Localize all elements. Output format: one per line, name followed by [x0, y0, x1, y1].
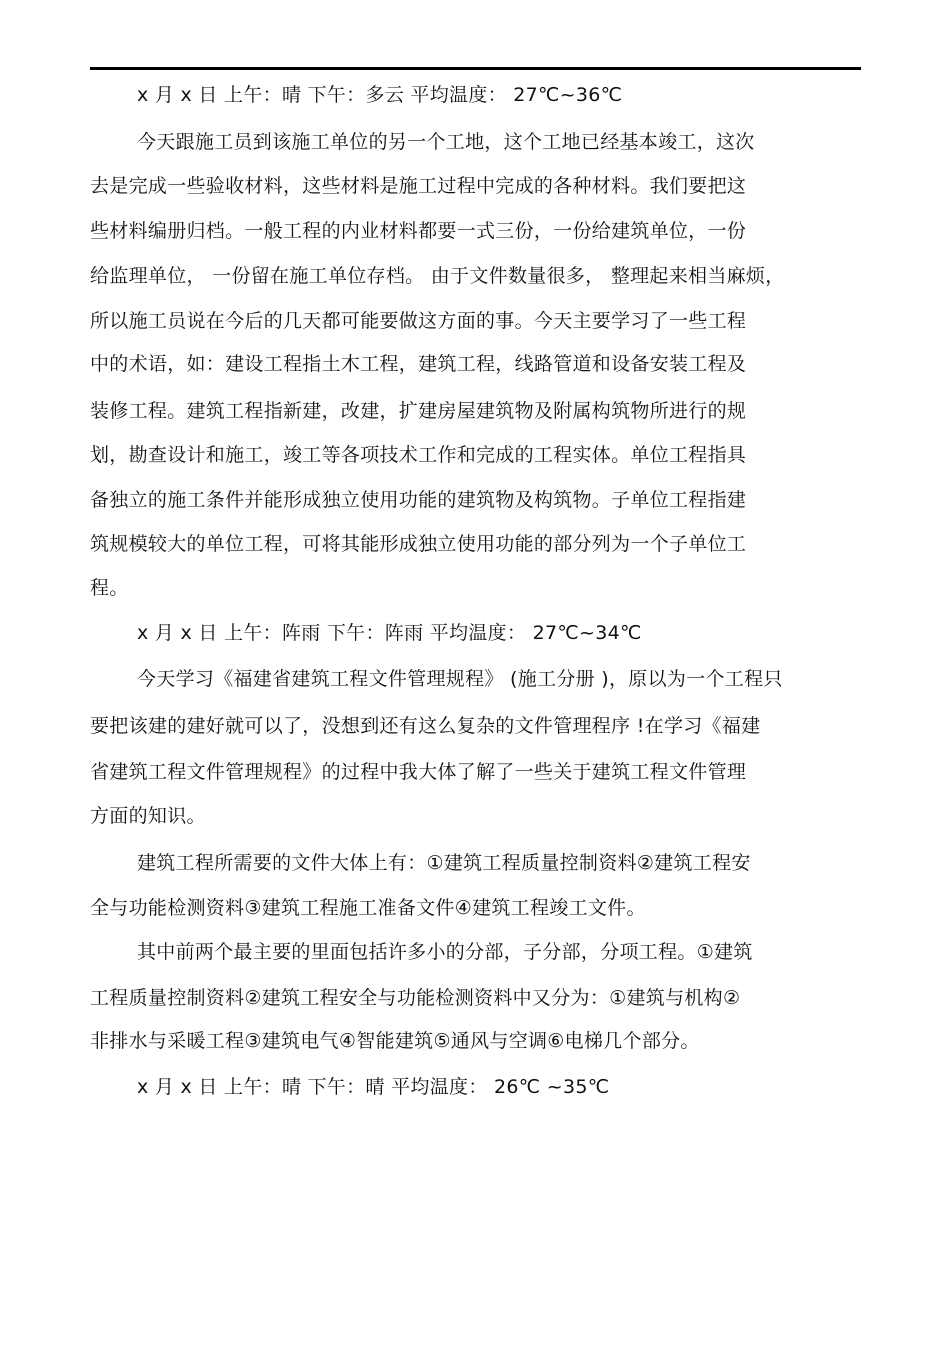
diary-date-line: x 月 x 日 上午：晴 下午：多云 平均温度： 27℃~36℃ — [137, 84, 623, 106]
paragraph-line: 些材料编册归档。一般工程的内业材料都要一式三份，一份给建筑单位，一份 — [90, 220, 747, 242]
paragraph-line: 其中前两个最主要的里面包括许多小的分部，子分部，分项工程。①建筑 — [137, 941, 753, 963]
paragraph-line: 非排水与采暖工程③建筑电气④智能建筑⑤通风与空调⑥电梯几个部分。 — [90, 1030, 700, 1052]
header-rule — [90, 67, 861, 70]
paragraph-line: 所以施工员说在今后的几天都可能要做这方面的事。今天主要学习了一些工程 — [90, 310, 747, 332]
paragraph-line: 装修工程。建筑工程指新建，改建，扩建房屋建筑物及附属构筑物所进行的规 — [90, 400, 747, 422]
paragraph-line: 方面的知识。 — [90, 805, 206, 827]
paragraph-line: 给监理单位， 一份留在施工单位存档。 由于文件数量很多， 整理起来相当麻烦， — [90, 265, 785, 287]
paragraph-line: 工程质量控制资料②建筑工程安全与功能检测资料中又分为：①建筑与机构② — [90, 987, 741, 1009]
diary-date-line: x 月 x 日 上午：阵雨 下午：阵雨 平均温度： 27℃~34℃ — [137, 622, 642, 644]
paragraph-line: 今天学习《福建省建筑工程文件管理规程》 (施工分册 )，原以为一个工程只 — [137, 668, 783, 690]
paragraph-line: 全与功能检测资料③建筑工程施工准备文件④建筑工程竣工文件。 — [90, 897, 646, 919]
paragraph-line: 建筑工程所需要的文件大体上有：①建筑工程质量控制资料②建筑工程安 — [137, 852, 751, 874]
paragraph-line: 筑规模较大的单位工程，可将其能形成独立使用功能的部分列为一个子单位工 — [90, 533, 747, 555]
paragraph-line: 去是完成一些验收材料，这些材料是施工过程中完成的各种材料。我们要把这 — [90, 175, 747, 197]
paragraph-line: 今天跟施工员到该施工单位的另一个工地，这个工地已经基本竣工，这次 — [137, 131, 755, 153]
diary-date-line: x 月 x 日 上午：晴 下午：晴 平均温度： 26℃ ~35℃ — [137, 1076, 610, 1098]
paragraph-line: 程。 — [90, 577, 129, 599]
paragraph-line: 要把该建的建好就可以了，没想到还有这么复杂的文件管理程序 !在学习《福建 — [90, 715, 761, 737]
paragraph-line: 省建筑工程文件管理规程》的过程中我大体了解了一些关于建筑工程文件管理 — [90, 761, 747, 783]
paragraph-line: 划，勘查设计和施工，竣工等各项技术工作和完成的工程实体。单位工程指具 — [90, 444, 747, 466]
paragraph-line: 备独立的施工条件并能形成独立使用功能的建筑物及构筑物。子单位工程指建 — [90, 489, 747, 511]
paragraph-line: 中的术语，如：建设工程指土木工程，建筑工程，线路管道和设备安装工程及 — [90, 353, 747, 375]
